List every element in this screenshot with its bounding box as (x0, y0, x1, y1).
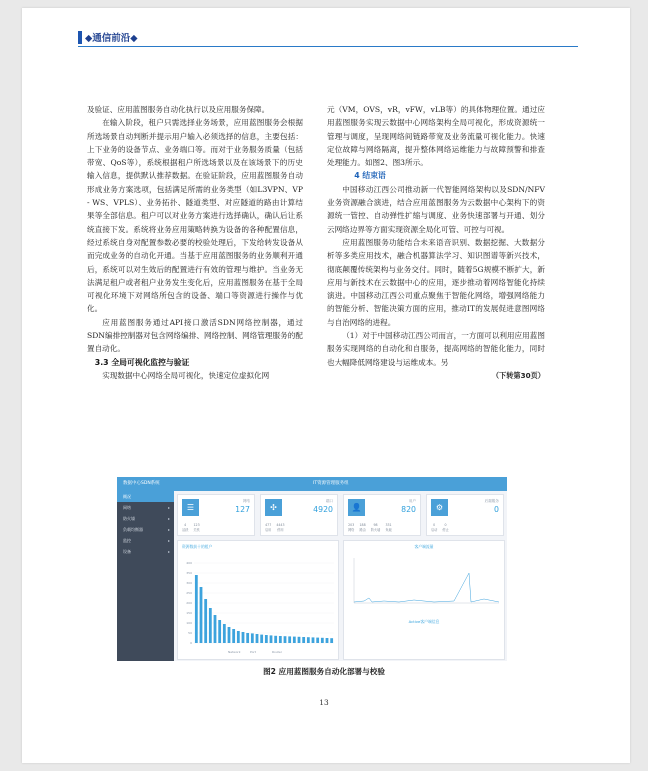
page-number: 13 (319, 698, 329, 707)
y-tick-label: 200 (186, 601, 192, 605)
stat-card-label: 后端服务 (484, 499, 499, 503)
paragraph: 中国移动江西公司推动新一代智能网络架构以及SDN/NFV业务资源融合演进，结合应用蓝图服务为云数据中心架构下的资源统一管控、自动弹性扩缩与调度、业务快速部署与开通、划分云网络边界等方面实现资源全局化可管、可控与可视。 (327, 184, 545, 234)
breakdown-value: 0 (444, 523, 447, 527)
bar (293, 637, 296, 643)
sidebar-item: 负载均衡器 ▸ (117, 524, 174, 535)
bar (232, 629, 235, 643)
stat-card-value: 820 (401, 505, 416, 514)
y-tick-label: 250 (186, 591, 192, 595)
breakdown-value: 0 (433, 523, 436, 527)
y-tick-label: 100 (186, 621, 192, 625)
sidebar-item: 网络 ▸ (117, 502, 174, 513)
bar (330, 638, 333, 643)
section-heading: 4 结束语 (354, 171, 386, 181)
breakdown-label: 网络 (348, 528, 355, 532)
traffic-panel (343, 540, 505, 660)
bar (200, 587, 203, 643)
breakdown-label: 关机 (193, 528, 200, 532)
bar (237, 631, 240, 643)
legend-entry: Port (250, 650, 256, 654)
breakdown-value: 331 (385, 523, 392, 527)
breakdown-item (371, 523, 381, 532)
left-column (87, 103, 303, 382)
paragraph: 及验证、应用蓝图服务自动化执行以及应用服务保障。 (87, 105, 270, 114)
bar (307, 637, 310, 643)
breakdown-label: 启用 (265, 528, 272, 532)
legend-entry: Router (272, 650, 282, 654)
stat-card-icon: ✣ (265, 499, 282, 516)
stat-card-label: 用户 (408, 499, 416, 503)
stat-card-icon: 👤 (348, 499, 365, 516)
bar (251, 633, 254, 643)
paragraph: 实现数据中心网络全局可视化，快速定位虚拟化网 (102, 370, 270, 380)
stat-card (343, 494, 421, 536)
continued-note: （下转第30页） (491, 370, 545, 380)
paragraph: （1）对于中国移动江西公司而言，一方面可以利用应用蓝图服务实现网络的自动化和自服务，提高网络的智能化能力，同时也大幅降低网络建设与运维成本。另 (327, 331, 545, 367)
right-column (327, 103, 545, 382)
sidebar-item: 概况 (117, 491, 174, 502)
bar (302, 637, 305, 643)
breakdown-value: 203 (348, 523, 355, 527)
bar (195, 575, 198, 643)
y-tick-label: 350 (186, 571, 192, 575)
bar (288, 636, 291, 643)
dashboard-topbar (117, 477, 507, 491)
bar (298, 637, 301, 643)
figure-caption: 图2 应用蓝图服务自动化部署与校验 (263, 667, 385, 676)
breakdown-item (265, 523, 271, 532)
dashboard-main (177, 494, 505, 660)
stat-card-breakdown (431, 523, 449, 532)
topbar-title: 数据中心SDN系统 (123, 481, 160, 486)
traffic-chart (344, 553, 504, 611)
breakdown-item (276, 523, 284, 532)
subheading: 3.3 全局可视化监控与验证 (94, 357, 190, 367)
traffic-panel-title: 客户端流量 (414, 544, 434, 549)
paragraph: 应用蓝图服务功能结合未来语音识别、数据挖掘、大数据分析等多类应用技术，融合机器算法学习、知识图谱等新兴技术，彻底颠覆传统架构与业务交付。同时，随着5G规模不断扩大，新应用与新技术在云数据中心的应用，逐步推动着网络智能化持续演进。中国移动江西公司重点聚焦于智能化网络，增强网络能力的智能分析、智能决策方面的应用，推动IT的发展促进意图网络与自治网络的进程。 (327, 237, 545, 327)
breakdown-item (442, 523, 448, 532)
figure-dashboard (117, 477, 507, 661)
bar (242, 632, 245, 643)
bar (256, 634, 259, 643)
breakdown-value: 4443 (276, 523, 285, 527)
bar (246, 633, 249, 643)
y-tick-label: 0 (190, 641, 192, 645)
stat-card-breakdown (182, 523, 200, 532)
bar (284, 636, 287, 643)
breakdown-value: 188 (359, 523, 366, 527)
stat-card (260, 494, 338, 536)
stat-card-value: 127 (235, 505, 250, 514)
breakdown-value: 123 (193, 523, 200, 527)
stat-card-value: 4920 (313, 505, 333, 514)
breakdown-item (182, 523, 188, 532)
y-tick-label: 300 (186, 581, 192, 585)
breakdown-label: 停用 (277, 528, 284, 532)
breakdown-item (385, 523, 391, 532)
bar (316, 638, 319, 643)
bar-panel (177, 540, 339, 660)
bar (204, 599, 207, 643)
paragraph: 在输入阶段，租户只需选择业务场景，应用蓝图服务会根据所选场景自动判断并提示用户输入必须选择的信息，主要包括：上下业务的设备节点、业务端口等。而对于业务服务质量（包括带宽、QoS等），系统根据租户所选场景以及在该场景下的历史输入信息，提供默认推荐数据。在验证阶段，应用蓝图服务自动形成业务方案选项，包括满足所需的业务类型（如L3VPN、VP - WS、VPLS）、业务拓扑、隧道类型、对应隧道的路由计算结果等全部信息。租户可以对业务方案进行选择确认，确认后让系统直接下发。系统将业务应用策略转换为设备的各种配置信息，经过系统自身对配置参数必要的校验处理后，下发给转发设备从而完成业务的自动化开通。当基于应用蓝图服务的业务顺利开通后，系统可以对生效后的配置进行有效的管理与维护。当业务无法满足租户或者租户业务发生变化后，应用蓝图服务在基于全局可视化环境下对网络所包含的设备、端口等资源进行操作与优化。 (87, 118, 303, 314)
header-rule (78, 46, 578, 47)
stat-card (426, 494, 504, 536)
stat-card-breakdown (348, 523, 392, 532)
y-tick-label: 400 (186, 561, 192, 565)
bar (214, 615, 217, 643)
bar (279, 636, 282, 643)
breakdown-label: 启动 (431, 528, 438, 532)
bar (223, 624, 226, 643)
running-header (78, 30, 138, 44)
bar (228, 627, 231, 643)
sidebar-item: 监控 ▸ (117, 535, 174, 546)
header-title: ◆通信前沿◆ (85, 33, 138, 44)
bar (270, 635, 273, 643)
paragraph: 元（VM，OVS，vR，vFW，vLB等）的具体物理位置。通过应用蓝图服务实现云数据中心网络架构全局可视化，形成资源统一管理与调度，呈现网络间链路带宽及业务流量可视化能力。快速定位故障与网络隔离，提升整体网络运维能力与故障预警和排查处理能力。如图2、图3所示。 (327, 105, 545, 168)
y-tick-label: 50 (188, 631, 192, 635)
active-panel-title: Active客户端信息 (408, 619, 440, 624)
header-bar (78, 31, 82, 44)
stat-card (177, 494, 255, 536)
stat-card-value: 0 (494, 505, 499, 514)
topbar-center: IT资源管理服务组 (313, 481, 349, 486)
breakdown-label: 负载 (385, 528, 392, 532)
stat-card-label: 端口 (325, 499, 333, 503)
legend-entry: Network (228, 650, 241, 654)
sidebar-item: 设备 ▸ (117, 546, 174, 557)
sidebar-item: 防火墙 ▸ (117, 513, 174, 524)
stat-card-breakdown (265, 523, 285, 532)
bar-panel-title: 资源数前十的租户 (182, 544, 213, 549)
bar (312, 637, 315, 643)
breakdown-item (193, 523, 199, 532)
stat-card-icon: ☰ (182, 499, 199, 516)
breakdown-value: 4 (184, 523, 187, 527)
breakdown-item (431, 523, 437, 532)
bar (274, 636, 277, 643)
bar (326, 638, 329, 643)
bar (321, 638, 324, 643)
stat-card-icon: ⚙ (431, 499, 448, 516)
stat-card-label: 网络 (242, 499, 250, 503)
breakdown-label: 停止 (442, 528, 449, 532)
bar (260, 635, 263, 643)
dashboard-sidebar (117, 491, 174, 661)
bar (209, 608, 212, 643)
y-tick-label: 150 (186, 611, 192, 615)
breakdown-value: 477 (265, 523, 272, 527)
breakdown-item (348, 523, 354, 532)
breakdown-label: 防火墙 (370, 528, 381, 532)
breakdown-value: 98 (373, 523, 378, 527)
breakdown-item (359, 523, 365, 532)
paragraph: 应用蓝图服务通过API接口激活SDN网络控制器，通过SDN编排控制器对包含网络编排、网络控制、网络管理服务的配置自动化。 (87, 317, 303, 354)
bar (218, 620, 221, 643)
bar-chart (178, 553, 338, 657)
bar (265, 635, 268, 643)
breakdown-label: 活跃 (182, 528, 189, 532)
breakdown-label: 路由 (359, 528, 366, 532)
